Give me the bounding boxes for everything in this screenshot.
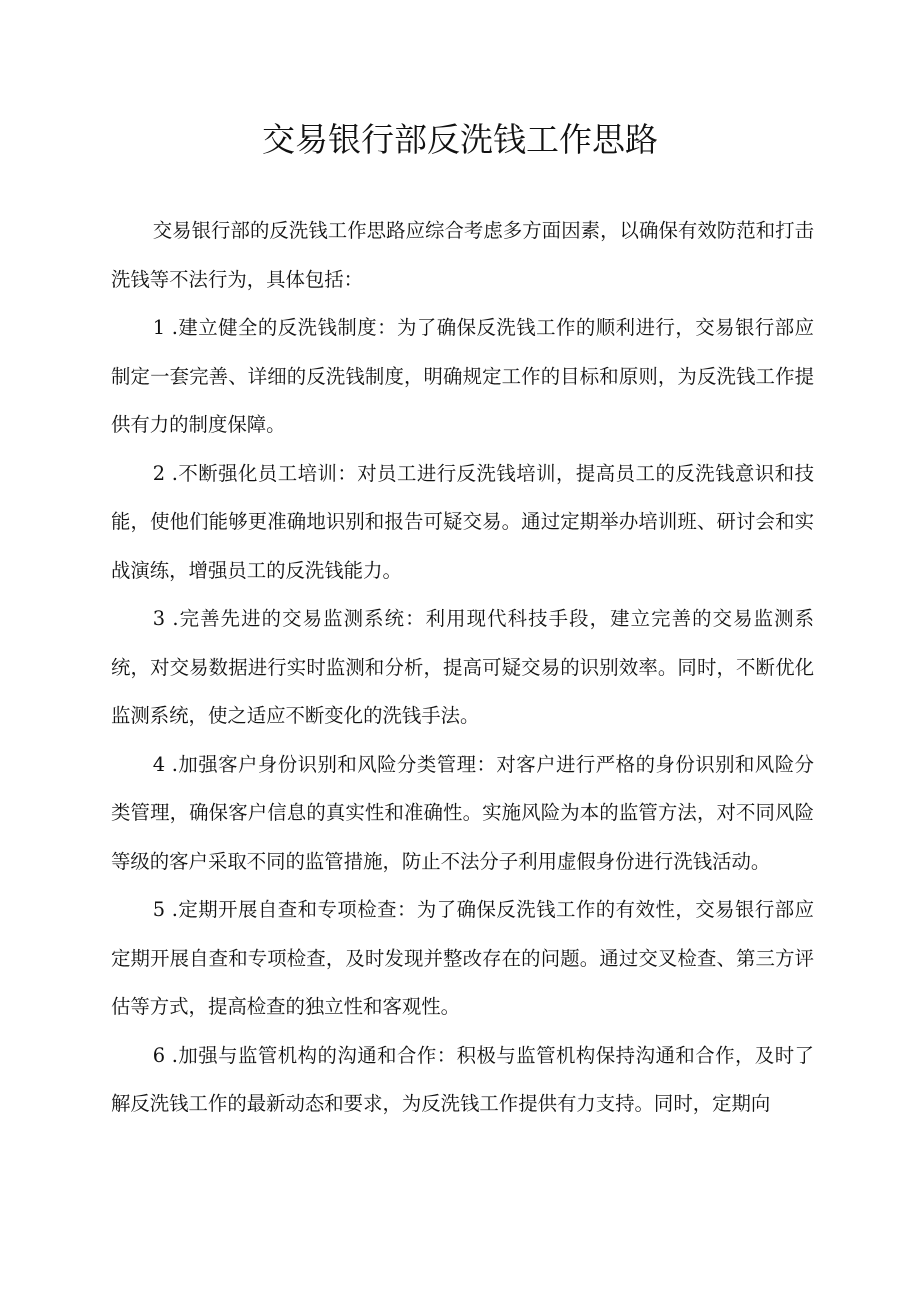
item-number: 4 <box>152 752 166 776</box>
document-body <box>111 207 814 1129</box>
document-title: 交易银行部反洗钱工作思路 <box>262 120 658 159</box>
item-text: .不断强化员工培训：对员工进行反洗钱培训，提高员工的反洗钱意识和技能，使他们能够更准确地识别和报告可疑交易。通过定期举办培训班、研讨会和实战演练，增强员工的反洗钱能力。 <box>111 461 814 582</box>
item-text: .定期开展自查和专项检查：为了确保反洗钱工作的有效性，交易银行部应定期开展自查和专项检查，及时发现并整改存在的问题。通过交叉检查、第三方评估等方式，提高检查的独立性和客观性。 <box>111 898 814 1018</box>
item-paragraph-3 <box>111 595 814 741</box>
item-number: 6 <box>152 1043 166 1067</box>
item-number: 5 <box>152 898 166 921</box>
item-text: .建立健全的反洗钱制度：为了确保反洗钱工作的顺利进行，交易银行部应制定一套完善、详细的反洗钱制度，明确规定工作的目标和原则，为反洗钱工作提供有力的制度保障。 <box>111 316 814 436</box>
item-paragraph-4 <box>111 741 814 887</box>
item-text: .加强客户身份识别和风险分类管理：对客户进行严格的身份识别和风险分类管理，确保客户信息的真实性和准确性。实施风险为本的监管方法，对不同风险等级的客户采取不同的监管措施，防止不法分子利用虚假身份进行洗钱活动。 <box>111 752 814 873</box>
intro-paragraph: 交易银行部的反洗钱工作思路应综合考虑多方面因素，以确保有效防范和打击洗钱等不法行为，具体包括： <box>111 219 814 291</box>
item-number: 3 <box>152 607 166 630</box>
item-paragraph-5 <box>111 886 814 1032</box>
item-paragraph-6 <box>111 1032 814 1129</box>
item-text: .完善先进的交易监测系统：利用现代科技手段，建立完善的交易监测系统，对交易数据进行实时监测和分析，提高可疑交易的识别效率。同时，不断优化监测系统，使之适应不断变化的洗钱手法。 <box>111 607 814 727</box>
item-paragraph-1 <box>111 304 814 450</box>
item-paragraph-2 <box>111 450 814 596</box>
item-text: .加强与监管机构的沟通和合作：积极与监管机构保持沟通和合作，及时了解反洗钱工作的最新动态和要求，为反洗钱工作提供有力支持。同时，定期向 <box>111 1043 814 1115</box>
item-number: 1 <box>152 316 166 339</box>
item-number: 2 <box>152 461 166 485</box>
